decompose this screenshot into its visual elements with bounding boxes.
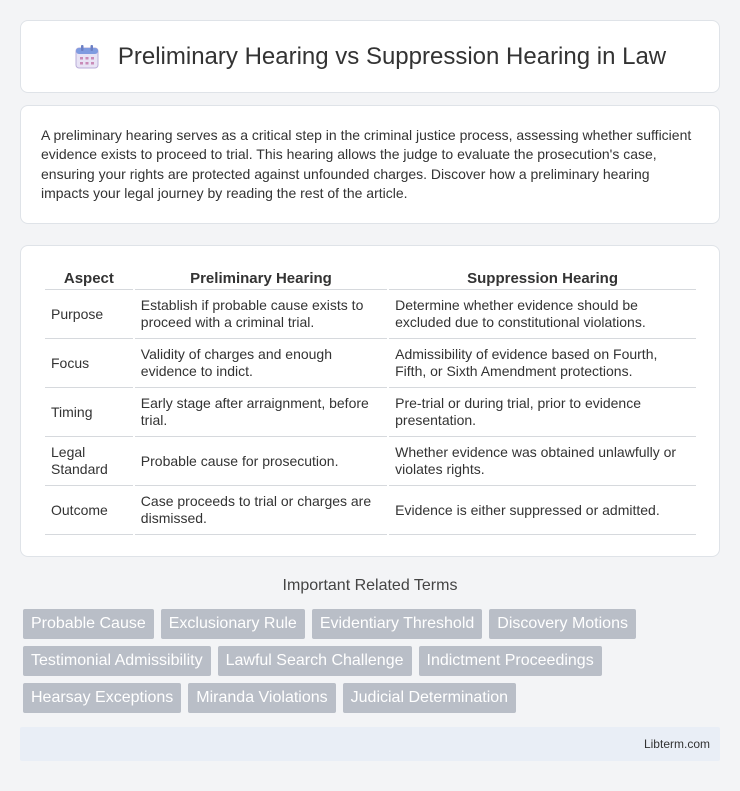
calendar-icon bbox=[74, 44, 100, 70]
tag-hearsay-exceptions[interactable]: Hearsay Exceptions bbox=[23, 683, 181, 713]
cell-aspect: Focus bbox=[45, 339, 133, 388]
comparison-table bbox=[43, 266, 698, 535]
tag-evidentiary-threshold[interactable]: Evidentiary Threshold bbox=[312, 609, 482, 639]
page-title: Preliminary Hearing vs Suppression Hearing in Law bbox=[117, 42, 667, 70]
tag-row bbox=[23, 609, 723, 639]
tag-lawful-search-challenge[interactable]: Lawful Search Challenge bbox=[218, 646, 412, 676]
cell-aspect: Timing bbox=[45, 388, 133, 437]
header-card bbox=[20, 20, 720, 93]
cell-preliminary: Probable cause for prosecution. bbox=[135, 437, 387, 486]
tag-judicial-determination[interactable]: Judicial Determination bbox=[343, 683, 516, 713]
intro-card bbox=[20, 105, 720, 224]
tag-miranda-violations[interactable]: Miranda Violations bbox=[188, 683, 335, 713]
cell-preliminary: Establish if probable cause exists to proceed with a criminal trial. bbox=[135, 290, 387, 339]
tag-indictment-proceedings[interactable]: Indictment Proceedings bbox=[419, 646, 602, 676]
tag-discovery-motions[interactable]: Discovery Motions bbox=[489, 609, 636, 639]
cell-suppression: Evidence is either suppressed or admitted. bbox=[389, 486, 696, 535]
tag-row bbox=[23, 646, 723, 676]
cell-suppression: Admissibility of evidence based on Fourth, Fifth, or Sixth Amendment protections. bbox=[389, 339, 696, 388]
tag-row bbox=[23, 683, 723, 713]
cell-aspect: Legal Standard bbox=[45, 437, 133, 486]
tag-probable-cause[interactable]: Probable Cause bbox=[23, 609, 154, 639]
table-row bbox=[45, 290, 696, 339]
tag-exclusionary-rule[interactable]: Exclusionary Rule bbox=[161, 609, 305, 639]
cell-preliminary: Early stage after arraignment, before trial. bbox=[135, 388, 387, 437]
header-suppression: Suppression Hearing bbox=[389, 266, 696, 290]
cell-suppression: Determine whether evidence should be excluded due to constitutional violations. bbox=[389, 290, 696, 339]
footer-site-link[interactable]: Libterm.com bbox=[643, 737, 710, 751]
cell-preliminary: Case proceeds to trial or charges are dismissed. bbox=[135, 486, 387, 535]
table-row bbox=[45, 339, 696, 388]
cell-preliminary: Validity of charges and enough evidence to indict. bbox=[135, 339, 387, 388]
cell-aspect: Outcome bbox=[45, 486, 133, 535]
footer bbox=[20, 727, 720, 761]
table-header-row bbox=[45, 266, 696, 290]
cell-suppression: Pre-trial or during trial, prior to evidence presentation. bbox=[389, 388, 696, 437]
table-row bbox=[45, 388, 696, 437]
tag-testimonial-admissibility[interactable]: Testimonial Admissibility bbox=[23, 646, 211, 676]
header-aspect: Aspect bbox=[45, 266, 133, 290]
related-terms-tags bbox=[23, 609, 723, 720]
cell-suppression: Whether evidence was obtained unlawfully or violates rights. bbox=[389, 437, 696, 486]
title-wrap bbox=[74, 43, 666, 71]
cell-aspect: Purpose bbox=[45, 290, 133, 339]
intro-paragraph: A preliminary hearing serves as a critical step in the criminal justice process, assessing whether sufficient evidence exists to proceed to trial. This hearing allows the judge to evaluate the prosecution's case, ensuring your rights are protected against unfounded charges. Discover how a preliminary hearing impacts your legal journey by reading the rest of the article. bbox=[41, 127, 692, 202]
header-preliminary: Preliminary Hearing bbox=[135, 266, 387, 290]
comparison-table-card bbox=[20, 245, 720, 557]
related-terms-title: Important Related Terms bbox=[282, 577, 458, 594]
table-row bbox=[45, 486, 696, 535]
table-row bbox=[45, 437, 696, 486]
